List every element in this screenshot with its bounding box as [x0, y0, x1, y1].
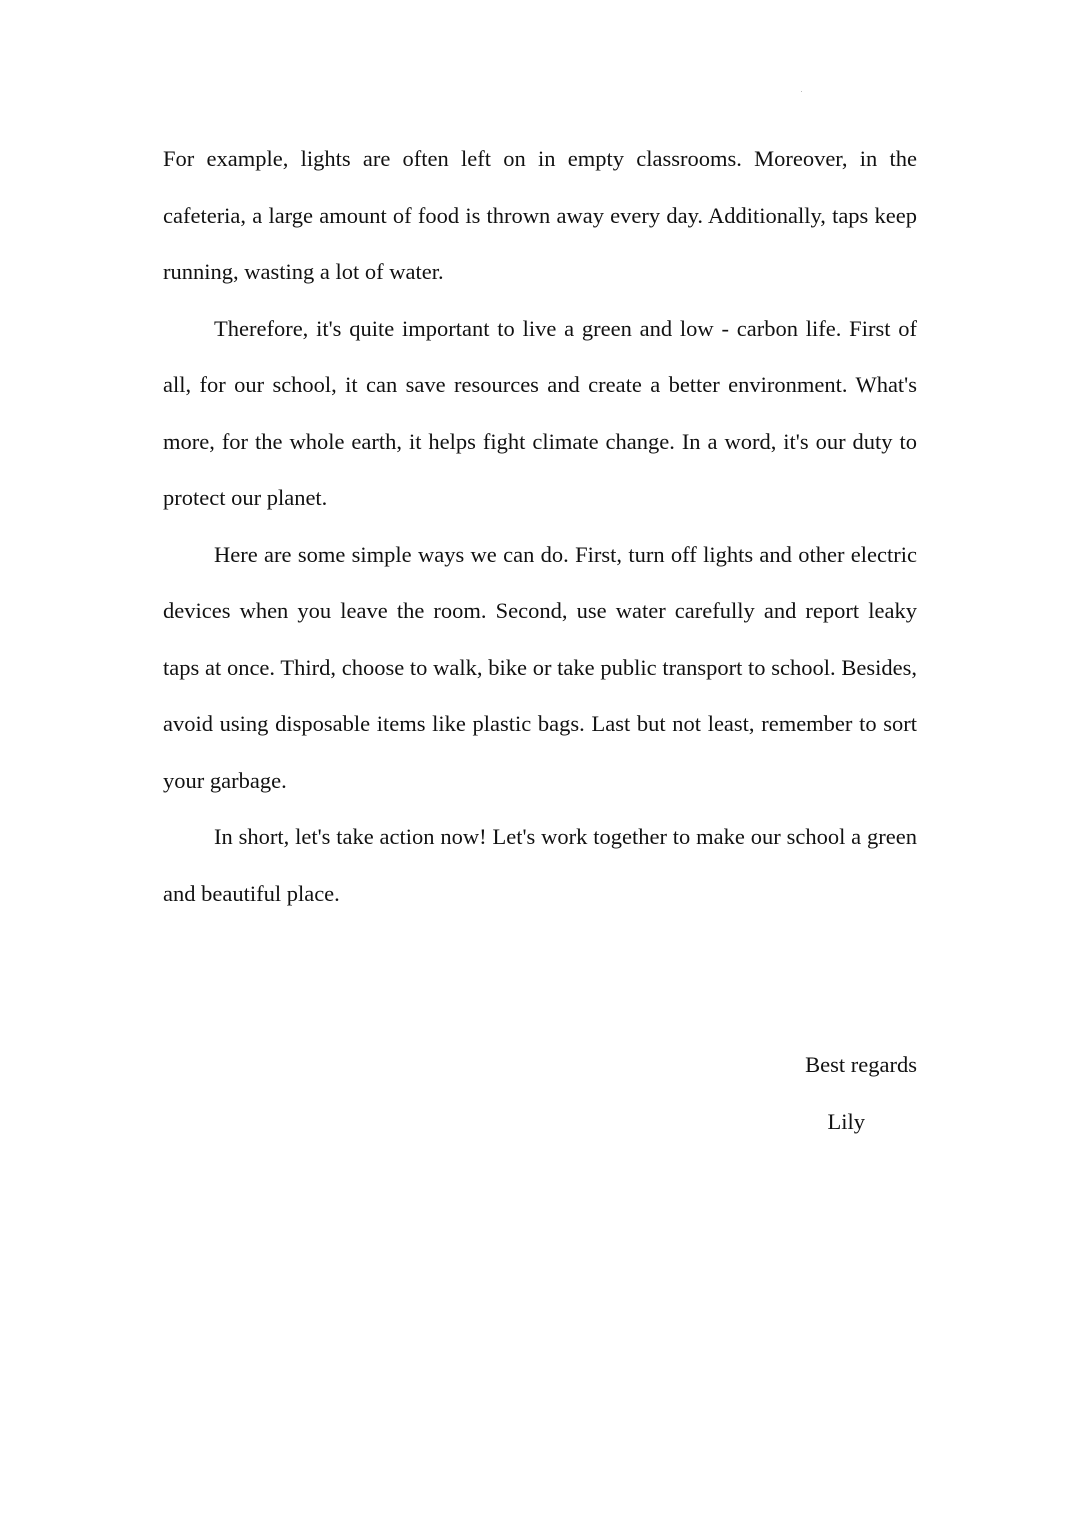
letter-body [163, 131, 917, 922]
signature: Lily [827, 1108, 865, 1134]
letter-closing-block [700, 1037, 917, 1150]
paragraph-4: In short, let's take action now! Let's work together to make our school a green and beautiful place. [163, 824, 917, 906]
paragraph-3: Here are some simple ways we can do. First, turn off lights and other electric devices when you leave the room. Second, use water carefully and report leaky taps at once. Third, choose to walk, bike or take public transport to school. Besides, avoid using disposable items like plastic bags. Last but not least, remember to sort your garbage. [163, 541, 917, 793]
paragraph-2: Therefore, it's quite important to live a green and low - carbon life. First of all, for our school, it can save resources and create a better environment. What's more, for the whole earth, it helps fight climate change. In a word, it's our duty to protect our planet. [163, 315, 917, 510]
paragraph-1: For example, lights are often left on in empty classrooms. Moreover, in the cafeteria, a large amount of food is thrown away every day. Additionally, taps keep running, wasting a lot of water. [163, 146, 917, 284]
scan-speck [801, 91, 802, 92]
closing-line: Best regards [805, 1052, 917, 1077]
